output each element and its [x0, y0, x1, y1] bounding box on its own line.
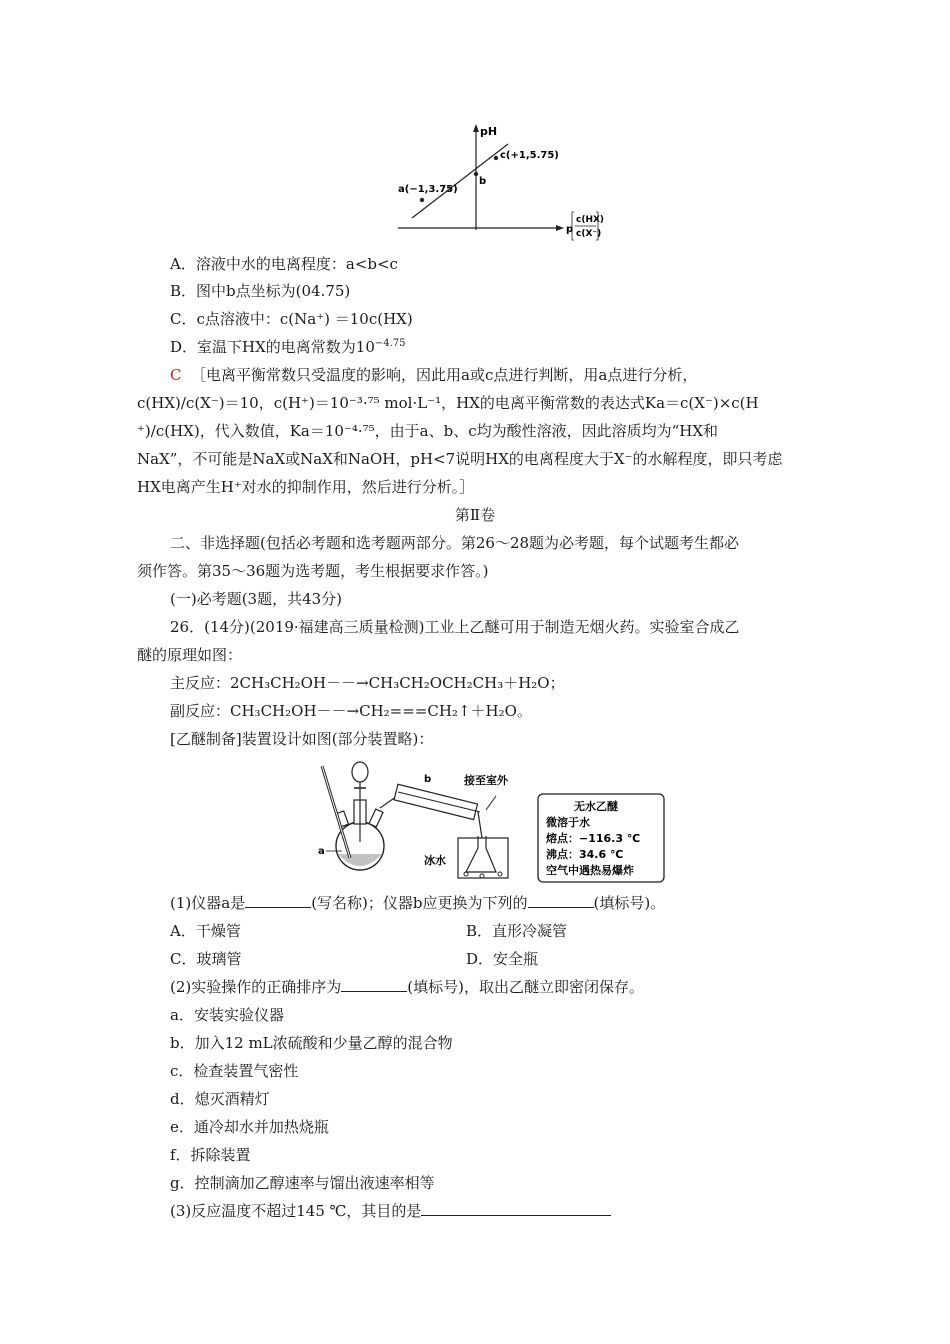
ether-info-title: 无水乙醚: [574, 800, 618, 813]
q26-line-2: 醚的原理如图：: [137, 646, 243, 664]
ether-info-line-4: 空气中遇热易爆炸: [546, 864, 634, 877]
ether-info-line-3: 沸点：34.6 ℃: [546, 848, 624, 861]
q2-post: (填标号)，取出乙醚立即密闭保存。: [407, 978, 644, 996]
point-c-dot: [494, 156, 498, 160]
q1-blank-choice[interactable]: [528, 893, 594, 908]
apparatus-diagram: [310, 758, 670, 886]
point-a-dot: [420, 198, 424, 202]
q2-step-a: a．安装实验仪器: [170, 1006, 284, 1024]
q1-blank-name[interactable]: [245, 893, 311, 908]
label-b: b: [424, 774, 432, 785]
section-title: 第Ⅱ卷: [454, 506, 496, 524]
q1-choice-d: D．安全瓶: [466, 950, 539, 968]
prep-heading: [乙醚制备]装置设计如图(部分装置略)：: [170, 730, 434, 748]
flask-neck-right: [369, 809, 383, 827]
section-intro-1: 二、非选择题(包括必考题和选考题两部分。第26～28题为必考题，每个试题考生都必: [170, 534, 740, 552]
p-axis-arrow: [556, 225, 564, 231]
option-b: B．图中b点坐标为(04.75): [170, 282, 351, 300]
option-c-equation: c(Na⁺) ＝10c(HX): [279, 310, 413, 328]
q1-choice-c: C．玻璃管: [170, 950, 242, 968]
required-questions-heading: (一)必考题(3题，共43分): [170, 590, 343, 608]
point-b-dot: [474, 172, 478, 176]
point-a-label: a(−1,3.75): [398, 184, 458, 195]
condenser-b: [394, 784, 477, 819]
vent-label: 接至室外: [464, 774, 508, 787]
option-d-prefix: D．室温下HX的电离常数为10: [170, 338, 375, 356]
q2-step-g: g．控制滴加乙醇速率与馏出液速率相等: [170, 1174, 435, 1192]
ph-label: pH: [480, 125, 498, 138]
q1-post: (填标号)。: [593, 894, 666, 912]
p-axis-den: c(X⁻): [576, 229, 602, 239]
q2-step-f: f．拆除装置: [170, 1146, 251, 1164]
dropping-funnel: [352, 762, 368, 782]
q2-pre: (2)实验操作的正确排序为: [170, 978, 342, 996]
q1-pre: (1)仪器a是: [170, 894, 246, 912]
ph-axis-arrow: [473, 124, 479, 132]
p-axis-num: c(HX): [576, 215, 605, 225]
p-axis-prefix: p: [566, 224, 574, 235]
side-reaction: 副反应：CH₃CH₂OH－－→CH₂===CH₂↑＋H₂O。: [170, 702, 532, 720]
option-d: [170, 336, 406, 358]
label-a: a: [318, 846, 325, 857]
adapter: [478, 812, 482, 838]
ether-info-line-1: 微溶于水: [546, 816, 590, 829]
answer-text-1: ［电离平衡常数只受温度的影响，因此用a或c点进行判断，用a点进行分析，: [191, 366, 698, 384]
q2-step-c: c．检查装置气密性: [170, 1062, 299, 1080]
q2-step-b: b．加入12 mL浓硫酸和少量乙醇的混合物: [170, 1034, 453, 1052]
ether-info-line-2: 熔点：−116.3 ℃: [546, 832, 641, 845]
ph-graph: [390, 118, 605, 250]
q26-line-1: 26．(14分)(2019·福建高三质量检测)工业上乙醚可用于制造无烟火药。实验室合成乙: [170, 618, 740, 636]
q3-pre: (3)反应温度不超过145 ℃，其目的是: [170, 1202, 422, 1220]
q1-line: [170, 892, 665, 914]
q2-blank-order[interactable]: [341, 977, 407, 992]
main-reaction: 主反应：2CH₃CH₂OH－－→CH₃CH₂OCH₂CH₃＋H₂O；: [170, 674, 565, 692]
answer-line-3: ⁺)/c(HX)，代入数值，Ka＝10⁻⁴·⁷⁵，由于a、b、c均为酸性溶液，因此溶质均为“HX和: [137, 422, 719, 440]
option-c-prefix: C．c点溶液中：: [170, 310, 280, 328]
answer-letter: C: [170, 366, 182, 384]
section-intro-2: 须作答。第35～36题为选考题，考生根据要求作答。): [137, 562, 489, 580]
q2-line: [170, 976, 644, 998]
option-a: A．溶液中水的电离程度：a<b<c: [170, 255, 398, 273]
option-d-exponent: −4.75: [374, 338, 406, 349]
answer-line-2: c(HX)/c(X⁻)＝10，c(H⁺)＝10⁻³·⁷⁵ mol·L⁻¹，HX的电离平衡常数的表达式Ka＝c(X⁻)×c(H: [137, 394, 759, 412]
ice-water-label: 冰水: [424, 854, 446, 867]
answer-line-1: [170, 364, 697, 386]
q1-mid: (写名称)；仪器b应更换为下列的: [311, 894, 528, 912]
q2-step-d: d．熄灭酒精灯: [170, 1090, 270, 1108]
point-c-label: c(+1,5.75): [500, 150, 559, 161]
answer-line-5: HX电离产生H⁺对水的抑制作用，然后进行分析。］: [137, 478, 475, 496]
option-c: [170, 308, 413, 330]
point-b-label: b: [479, 176, 487, 187]
q1-choice-a: A．干燥管: [170, 922, 241, 940]
answer-line-4: NaX”，不可能是NaX或NaX和NaOH，pH<7说明HX的电离程度大于X⁻的水解程度，即只考虑: [137, 450, 783, 468]
data-line: [412, 144, 508, 218]
vent-arrow: [486, 796, 496, 810]
q1-choice-b: B．直形冷凝管: [466, 922, 568, 940]
q3-blank-purpose[interactable]: [421, 1201, 611, 1216]
q2-step-e: e．通冷却水并加热烧瓶: [170, 1118, 329, 1136]
q3-line: [170, 1200, 611, 1222]
